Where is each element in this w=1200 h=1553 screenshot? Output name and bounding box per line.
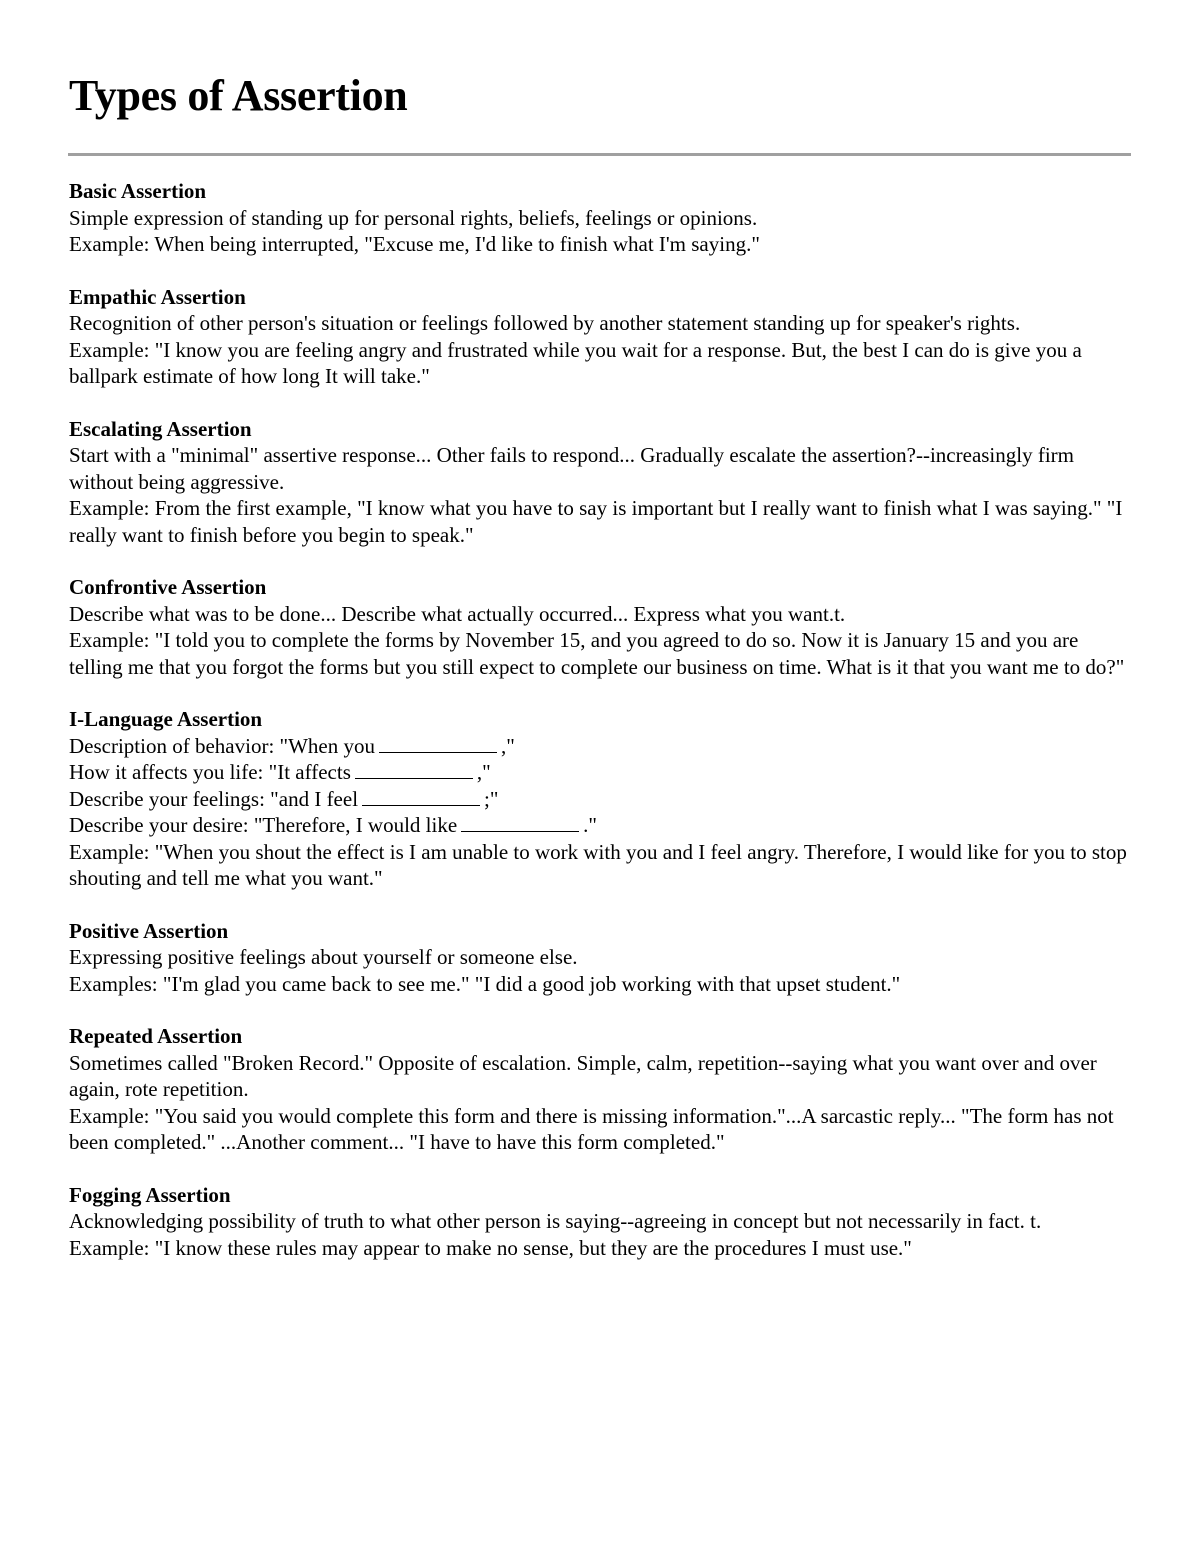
fill-in-blank <box>379 736 497 753</box>
section-confrontive-assertion <box>69 574 1131 680</box>
section-i-language-assertion <box>69 706 1131 892</box>
feelings-template-line <box>69 786 1131 813</box>
section-heading: Basic Assertion <box>69 179 207 203</box>
section-description: Recognition of other person's situation or feelings followed by another statement standing up for speaker's rights. <box>69 311 1021 335</box>
fill-in-blank <box>362 789 480 806</box>
section-fogging-assertion <box>69 1182 1131 1262</box>
section-description: Sometimes called "Broken Record." Opposite of escalation. Simple, calm, repetition--saying what you want over and over again, rote repetition. <box>69 1050 1097 1101</box>
affects-template-line <box>69 759 1131 786</box>
feelings-prefix: Describe your feelings: "and I feel <box>69 786 359 811</box>
page-title: Types of Assertion <box>69 71 408 120</box>
section-example: Example: When being interrupted, "Excuse me, I'd like to finish what I'm saying." <box>69 232 760 256</box>
desire-template-line <box>69 812 1131 839</box>
affects-prefix: How it affects you life: "It affects <box>69 760 351 784</box>
section-example: Example: "You said you would complete this form and there is missing information."...A sarcastic reply... "The form has not been completed." ...Another comment... "I have to have this form completed." <box>69 1103 1114 1154</box>
section-empathic-assertion <box>69 284 1131 390</box>
desire-prefix: Describe your desire: "Therefore, I would like <box>69 813 458 837</box>
section-heading: I-Language Assertion <box>69 707 263 731</box>
behavior-prefix: Description of behavior: "When you <box>69 733 375 758</box>
section-positive-assertion <box>69 918 1131 998</box>
section-heading: Fogging Assertion <box>69 1182 231 1207</box>
section-repeated-assertion <box>69 1023 1131 1156</box>
section-heading: Escalating Assertion <box>69 416 252 441</box>
behavior-template-line <box>69 733 1131 760</box>
section-description: Expressing positive feelings about yourself or someone else. <box>69 945 578 969</box>
section-description: Acknowledging possibility of truth to what other person is saying--agreeing in concept but not necessarily in fact. t. <box>69 1209 1042 1233</box>
fill-in-blank <box>355 762 473 779</box>
section-example: Example: "I know you are feeling angry and frustrated while you wait for a response. But, the best I can do is give you a ballpark estimate of how long It will take." <box>69 337 1082 388</box>
fill-in-blank <box>461 815 579 832</box>
section-description: Simple expression of standing up for personal rights, beliefs, feelings or opinions. <box>69 205 758 230</box>
section-basic-assertion <box>69 178 1131 258</box>
title-divider <box>68 153 1131 156</box>
behavior-suffix: ," <box>501 733 515 758</box>
section-heading: Positive Assertion <box>69 918 229 943</box>
section-heading: Empathic Assertion <box>69 284 246 309</box>
section-example: Example: "I told you to complete the forms by November 15, and you agreed to do so. Now it is January 15 and you are telling me that you forgot the forms but you still expect to complete our business on time. What is it that you want me to do?" <box>69 628 1125 679</box>
section-example: Example: From the first example, "I know what you have to say is important but I really want to finish what I was saying." "I really want to finish before you begin to speak." <box>69 496 1123 547</box>
section-heading: Repeated Assertion <box>69 1024 243 1048</box>
section-heading: Confrontive Assertion <box>69 575 267 599</box>
section-example: Example: "When you shout the effect is I am unable to work with you and I feel angry. Therefore, I would like for you to stop shouting and tell me what you want." <box>69 839 1127 890</box>
section-description: Describe what was to be done... Describe what actually occurred... Express what you want.t. <box>69 601 846 626</box>
assertion-sections <box>69 178 1131 1287</box>
section-example: Example: "I know these rules may appear to make no sense, but they are the procedures I must use." <box>69 1235 912 1260</box>
section-escalating-assertion <box>69 416 1131 549</box>
section-example: Examples: "I'm glad you came back to see me." "I did a good job working with that upset student." <box>69 971 901 996</box>
desire-suffix: ." <box>583 813 597 837</box>
affects-suffix: ," <box>476 760 491 784</box>
section-description: Start with a "minimal" assertive response... Other fails to respond... Gradually escalate the assertion?--increasingly firm without being aggressive. <box>69 443 1075 494</box>
feelings-suffix: ;" <box>484 786 499 811</box>
